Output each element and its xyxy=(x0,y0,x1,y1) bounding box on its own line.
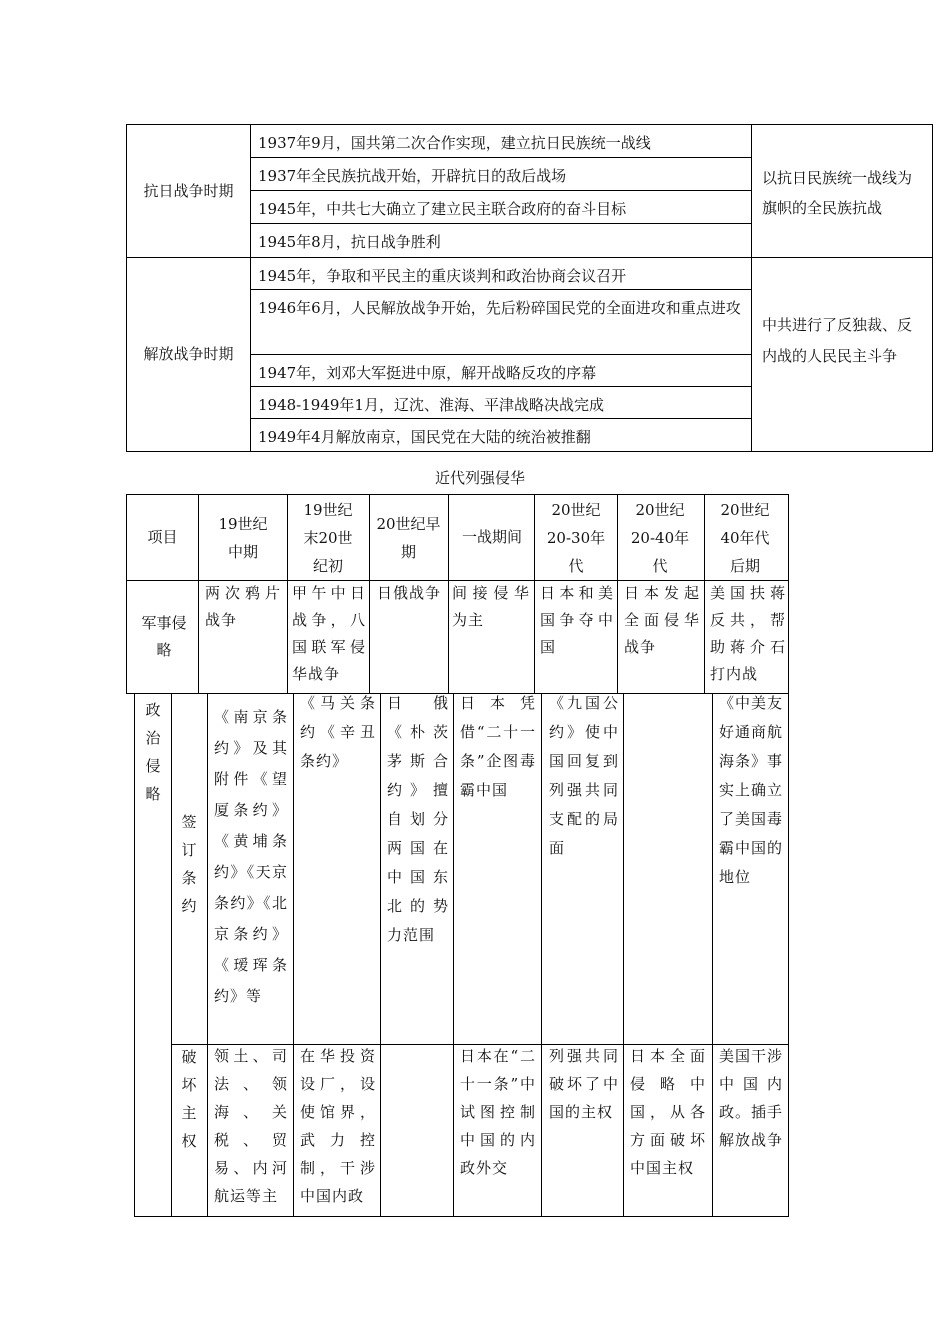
table2-divider xyxy=(704,494,705,694)
header-period: 19世纪末20世纪初 xyxy=(303,500,353,575)
event-cell: 1948-1949年1月，辽沈、淮海、平津战略决战完成 xyxy=(258,395,604,414)
table1-divider xyxy=(751,124,752,452)
table2-divider xyxy=(369,494,370,694)
sovereignty-cell: 日本全面侵略中国，从各方面破坏中国主权 xyxy=(630,1047,706,1177)
header-period: 19世纪中期 xyxy=(218,514,268,561)
header-period: 20世纪20-40年代 xyxy=(630,500,690,575)
military-cell: 两次鸦片战争 xyxy=(205,584,281,629)
row-label-political: 政治侵略 xyxy=(145,701,161,803)
sovereignty-cell: 日本在“二十一条”中试图控制中国的内政外交 xyxy=(460,1047,536,1177)
table2-divider xyxy=(453,694,454,1217)
table2-divider xyxy=(534,494,535,694)
table2-divider xyxy=(617,494,618,694)
table2-divider xyxy=(134,1216,789,1217)
event-cell: 1945年，争取和平民主的重庆谈判和政治协商会议召开 xyxy=(258,266,627,285)
table2-divider xyxy=(198,494,199,694)
military-cell: 日本发起全面侵华战争 xyxy=(624,584,700,656)
header-item: 项目 xyxy=(147,528,178,546)
table-caption: 近代列强侵华 xyxy=(434,469,525,487)
header-period: 一战期间 xyxy=(461,528,522,546)
sovereignty-cell: 美国干涉中国内政。插手解放战争 xyxy=(719,1047,784,1149)
treaty-cell: 《马关条约《辛丑条约》 xyxy=(300,694,376,770)
period-label: 解放战争时期 xyxy=(143,345,234,363)
table2-divider xyxy=(380,694,381,1217)
table2-divider xyxy=(134,694,135,1217)
table2-divider xyxy=(541,694,542,1217)
table2-divider xyxy=(788,694,789,1217)
table2-divider xyxy=(287,494,288,694)
treaty-cell: 日俄《朴茨茅斯合约》擅自划分两国在中国东北的势力范围 xyxy=(387,694,449,944)
treaty-cell: 《南京条约》及其附件《望厦条约》《黄埔条约》《天京条约》《北京条约》《瑷珲条约》等 xyxy=(214,708,288,1005)
military-cell: 间接侵华为主 xyxy=(452,584,530,629)
table2-divider xyxy=(207,694,208,1217)
sovereignty-cell: 列强共同破坏了中国的主权 xyxy=(549,1047,619,1121)
header-period: 20世纪早期 xyxy=(376,514,441,561)
header-period: 20世纪20-30年代 xyxy=(546,500,606,575)
treaty-cell: 日本凭借“二十一条”企图毒霸中国 xyxy=(460,694,536,799)
event-cell: 1947年，刘邓大军挺进中原，解开战略反攻的序幕 xyxy=(258,363,597,382)
period-label: 抗日战争时期 xyxy=(143,181,234,200)
summary-cell: 以抗日民族统一战线为旗帜的全民族抗战 xyxy=(762,169,913,217)
military-cell: 美国扶蒋反共，帮助蒋介石打内战 xyxy=(710,584,786,683)
event-cell: 1937年全民族抗战开始，开辟抗日的敌后战场 xyxy=(258,166,567,185)
table2-divider xyxy=(293,694,294,1217)
table2-divider xyxy=(712,694,713,1217)
header-period: 20世纪40年代后期 xyxy=(720,500,770,575)
sub-label-sovereignty: 破坏主权 xyxy=(181,1048,197,1150)
event-cell: 1946年6月，人民解放战争开始，先后粉碎国民党的全面进攻和重点进攻 xyxy=(258,299,741,317)
military-cell: 日本和美国争夺中国 xyxy=(540,584,614,656)
event-cell: 1949年4月解放南京，国民党在大陆的统治被推翻 xyxy=(258,427,591,446)
row-label-military: 军事侵略 xyxy=(141,614,187,659)
military-cell: 甲午中日战争，八国联军侵华战争 xyxy=(292,584,366,683)
treaty-cell: 《中美友好通商航海条》事实上确立了美国毒霸中国的地位 xyxy=(719,694,784,886)
table1-divider xyxy=(250,354,751,355)
military-cell: 日俄战争 xyxy=(377,584,442,602)
table1-divider xyxy=(250,124,251,452)
table2-divider xyxy=(171,694,172,1217)
sub-label-treaties: 签订条约 xyxy=(181,813,197,915)
event-cell: 1945年，中共七大确立了建立民主联合政府的奋斗目标 xyxy=(258,199,627,218)
treaty-cell: 《九国公约》使中国回复到列强共同支配的局面 xyxy=(549,694,619,857)
table2-divider xyxy=(448,494,449,694)
summary-cell: 中共进行了反独裁、反内战的人民民主斗争 xyxy=(762,316,913,365)
sovereignty-cell: 在华投资设厂，设使馆界，武力控制，干涉中国内政 xyxy=(300,1047,376,1205)
sovereignty-cell: 领土、司法、领海、关税、贸易、内河航运等主 xyxy=(214,1047,288,1205)
table2-divider xyxy=(623,694,624,1217)
event-cell: 1937年9月，国共第二次合作实现，建立抗日民族统一战线 xyxy=(258,133,651,152)
event-cell: 1945年8月，抗日战争胜利 xyxy=(258,232,441,251)
